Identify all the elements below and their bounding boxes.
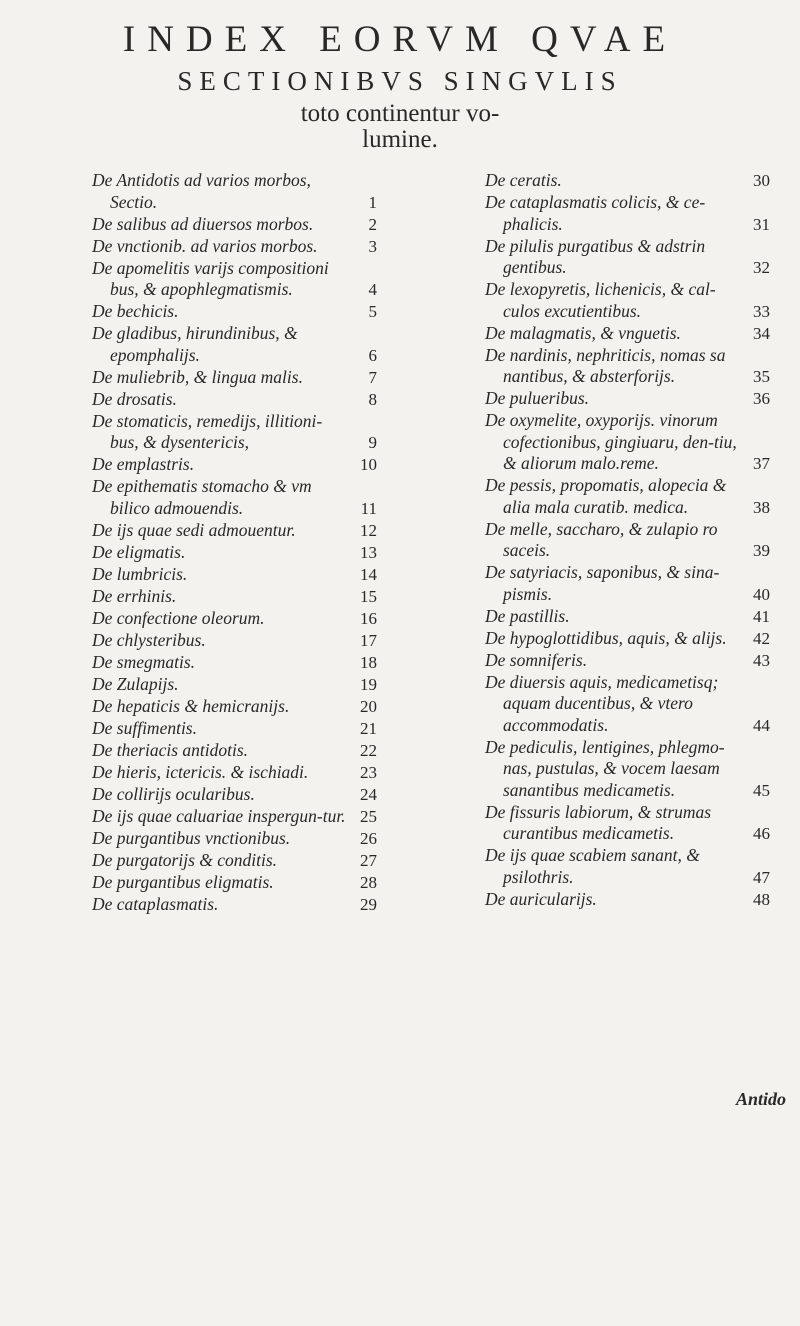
entry-title: De suffimentis. [92,717,197,738]
entry-title: De melle, saccharo, & zulapio ro saceis. [485,518,718,560]
entry-title: De smegmatis. [92,651,196,672]
entry-page-number: 15 [360,586,377,606]
entry-page-number: 34 [753,323,770,343]
entry-page-number: 6 [368,345,377,365]
entry-page-number: 37 [753,454,770,473]
index-entry [92,850,377,872]
entry-page-number: 21 [360,718,377,738]
entry-title: De chlysteribus. [92,629,206,650]
entry-page-number: 30 [753,171,770,190]
entry-title: De bechicis. [92,301,179,321]
index-subtitle-line3: toto continentur vo- [300,100,500,127]
index-entry [485,845,770,888]
index-entry [92,630,377,652]
entry-page-number: 14 [360,564,377,584]
index-entry [92,894,377,916]
entry-page-number: 43 [753,650,770,670]
entry-title: De cataplasmatis colicis, & ce-phalicis. [485,192,706,234]
entry-page-number: 16 [360,608,377,628]
entry-page-number: 31 [753,214,770,234]
entry-title: De pediculis, lentigines, phlegmo-nas, pustulas, & vocem laesam sanantibus medicametis. [485,736,725,800]
entry-title: De ijs quae scabiem sanant, & psilothris. [485,845,700,887]
index-entry [92,258,377,301]
entry-page-number: 46 [753,824,770,843]
index-entry [92,520,377,542]
index-entry [92,323,377,366]
entry-page-number: 13 [360,542,377,562]
index-entry [485,323,770,345]
index-entry [485,628,770,650]
index-title: INDEX EORVM QVAE [122,19,678,60]
entry-title: De gladibus, hirundinibus, & epomphalijs. [92,323,298,365]
entry-title: De pilulis purgatibus & adstrin gentibus. [485,235,706,277]
entry-title: De hieris, ictericis. & ischiadi. [92,761,309,782]
entry-page-number: 41 [753,606,770,626]
entry-page-number: 19 [360,674,377,694]
index-entry [485,672,770,737]
index-entry [485,606,770,628]
entry-page-number: 42 [753,628,770,648]
entry-page-number: 20 [360,696,377,716]
index-entry [485,650,770,672]
index-entry [92,170,377,213]
entry-title: De oxymelite, oxyporijs. vinorum cofectionibus, gingiuaru, den-tiu, & aliorum malo.reme. [485,410,737,473]
entry-page-number: 5 [368,302,377,321]
entry-title: De eligmatis. [92,541,186,562]
index-entry [92,762,377,784]
entry-title: De muliebrib, & lingua malis. [92,366,303,387]
index-entry [485,279,770,322]
index-entry [485,410,770,475]
entry-title: De Antidotis ad varios morbos, Sectio. [92,170,311,212]
index-entry [92,718,377,740]
entry-page-number: 32 [753,258,770,277]
index-entry [485,737,770,802]
index-subtitle-line4: lumine. [362,126,438,153]
entry-title: De confectione oleorum. [92,607,265,628]
entry-page-number: 12 [360,520,377,540]
index-entry [92,696,377,718]
entry-title: De ijs quae sedi admouentur. [92,519,296,540]
entry-title: De lumbricis. [92,563,188,584]
index-entry [92,236,377,258]
entry-title: De purgatorijs & conditis. [92,849,278,870]
entry-title: De pulueribus. [485,388,590,408]
index-entry [92,806,377,828]
entry-title: De Zulapijs. [92,673,179,694]
index-entry [485,802,770,845]
index-entry [485,388,770,410]
entry-title: De apomelitis varijs compositioni bus, & apophlegmatismis. [92,257,329,299]
entry-page-number: 40 [753,584,770,604]
index-entry [92,564,377,586]
index-entry [92,301,377,323]
entry-title: De somniferis. [485,649,588,670]
entry-page-number: 10 [360,455,377,474]
entry-title: De hypoglottidibus, aquis, & alijs. [485,627,727,648]
entry-title: De pastillis. [485,605,570,626]
entry-page-number: 33 [753,301,770,321]
index-entry [92,674,377,696]
index-entry [92,367,377,389]
entry-page-number: 8 [368,389,377,409]
entry-title: De malagmatis, & vnguetis. [485,322,681,343]
entry-title: De errhinis. [92,585,177,606]
entry-page-number: 26 [360,828,377,848]
index-entry [485,519,770,562]
entry-page-number: 17 [360,630,377,650]
index-entry [485,345,770,388]
entry-title: De collirijs ocularibus. [92,783,255,804]
catchword: Antido [736,1089,787,1109]
entry-title: De vnctionib. ad varios morbos. [92,235,318,256]
index-entry [92,872,377,894]
index-subtitle: SECTIONIBVS SINGVLIS [177,66,623,96]
index-entry [92,411,377,454]
entry-title: De drosatis. [92,388,177,409]
entry-page-number: 7 [368,367,377,387]
entry-title: De satyriacis, saponibus, & sina-pismis. [485,562,720,604]
entry-page-number: 47 [753,867,770,887]
entry-page-number: 39 [753,541,770,560]
entry-page-number: 24 [360,784,377,804]
index-entry [92,214,377,236]
entry-page-number: 45 [753,780,770,800]
entry-page-number: 44 [753,715,770,735]
entry-page-number: 29 [360,894,377,914]
index-entry [485,170,770,192]
right-column [485,170,770,911]
entry-title: De ijs quae caluariae inspergun-tur. [92,805,346,826]
entry-page-number: 28 [360,872,377,892]
entry-title: De hepaticis & hemicranijs. [92,695,290,716]
entry-title: De fissuris labiorum, & strumas curantibus medicametis. [485,801,712,843]
entry-title: De pessis, propomatis, alopecia & alia mala curatib. medica. [485,475,727,517]
entry-title: De ceratis. [485,170,562,190]
entry-page-number: 3 [368,236,377,256]
entry-page-number: 4 [368,280,377,299]
entry-page-number: 18 [360,652,377,672]
index-entry [92,389,377,411]
index-entry [92,652,377,674]
entry-title: De theriacis antidotis. [92,739,249,760]
left-column [92,170,377,916]
entry-title: De lexopyretis, lichenicis, & cal-culos excutientibus. [485,279,716,321]
index-entry [92,454,377,476]
entry-page-number: 22 [360,740,377,760]
entry-title: De auricularijs. [485,888,597,909]
entry-title: De diuersis aquis, medicametisq; aquam ducentibus, & vtero accommodatis. [485,671,719,735]
entry-title: De nardinis, nephriticis, nomas sa nantibus, & absterforijs. [485,344,726,386]
entry-page-number: 2 [368,214,377,234]
index-entry [92,608,377,630]
entry-title: De purgantibus vnctionibus. [92,827,291,848]
entry-page-number: 1 [368,192,377,212]
entry-title: De purgantibus eligmatis. [92,871,274,892]
index-entry [485,475,770,518]
index-entry [485,236,770,279]
entry-title: De emplastris. [92,454,195,474]
index-entry [92,586,377,608]
entry-page-number: 11 [360,498,377,518]
index-entry [92,784,377,806]
index-entry [92,476,377,519]
entry-page-number: 25 [360,806,377,826]
index-entry [485,889,770,911]
entry-title: De cataplasmatis. [92,893,219,914]
index-entry [485,562,770,605]
entry-page-number: 48 [753,889,770,909]
entry-title: De epithematis stomacho & vm bilico admouendis. [92,476,312,518]
entry-page-number: 36 [753,389,770,408]
index-entry [92,542,377,564]
entry-title: De stomaticis, remedijs, illitioni-bus, & dysentericis, [92,410,323,452]
index-entry [92,828,377,850]
entry-page-number: 9 [368,433,377,452]
entry-page-number: 23 [360,762,377,782]
entry-page-number: 38 [753,497,770,517]
entry-page-number: 27 [360,850,377,870]
index-entry [92,740,377,762]
index-entry [485,192,770,235]
entry-page-number: 35 [753,367,770,386]
entry-title: De salibus ad diuersos morbos. [92,213,314,234]
